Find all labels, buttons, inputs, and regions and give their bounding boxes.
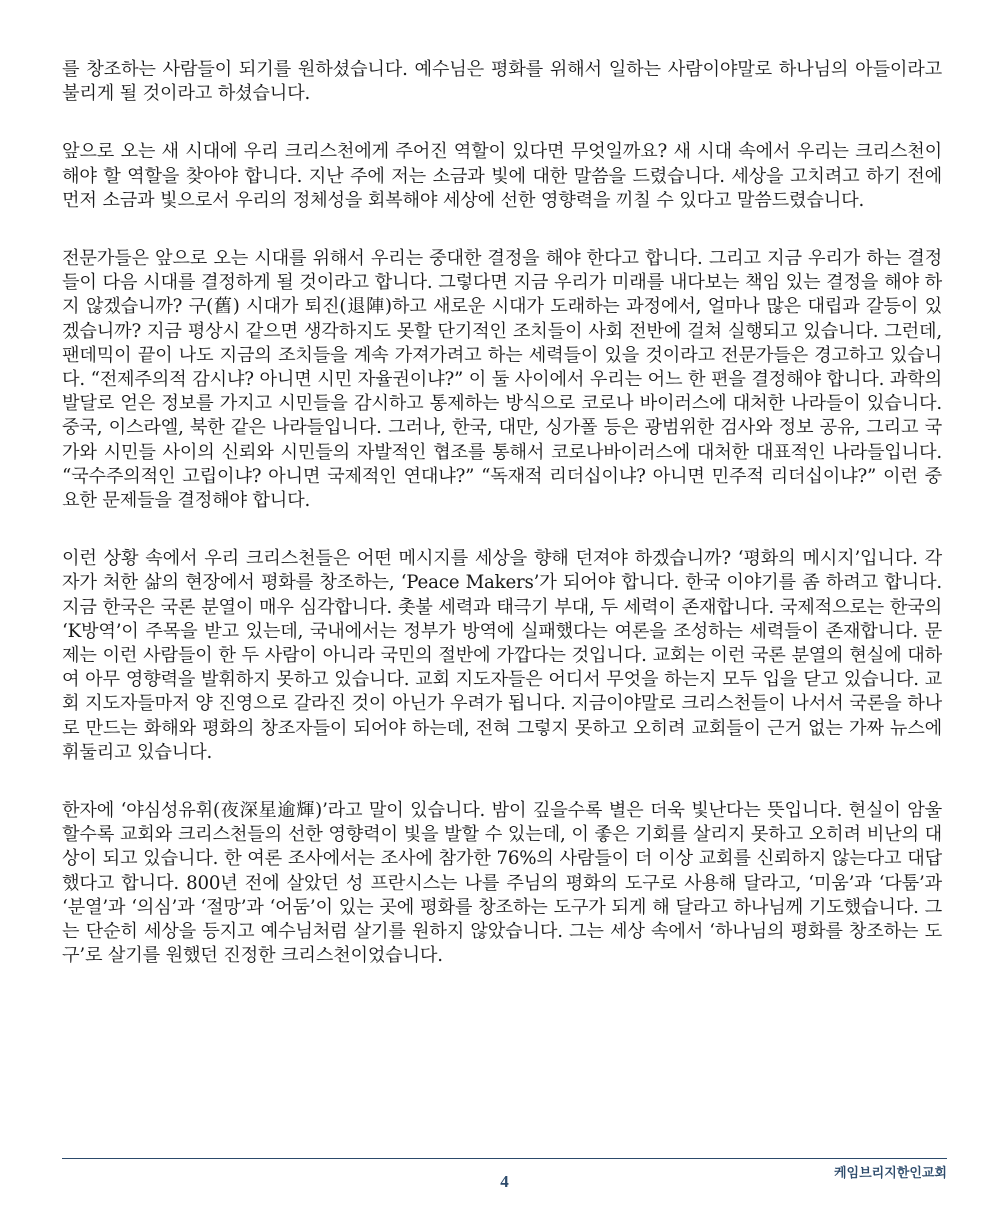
paragraph-3: 전문가들은 앞으로 오는 시대를 위해서 우리는 중대한 결정을 해야 한다고 합니다. 그리고 지금 우리가 하는 결정들이 다음 시대를 결정하게 될 것이라고 합니다. 그렇다면 지금 우리가 미래를 내다보는 책임 있는 결정을 해야 하지 않겠습니까? 구(舊) 시대가 퇴진(退陣)하고 새로운 시대가 도래하는 과정에서, 얼마나 많은 대립과 갈등이 있겠습니까? 지금 평상시 같으면 생각하지도 못할 단기적인 조치들이 사회 전반에 걸쳐 실행되고 있습니다. 그런데, 팬데믹이 끝이 나도 지금의 조치들을 계속 가져가려고 하는 세력들이 있을 것이라고 전문가들은 경고하고 있습니다. “전제주의적 감시냐? 아니면 시민 자율권이냐?” 이 둘 사이에서 우리는 어느 한 편을 결정해야 합니다. 과학의 발달로 얻은 정보를 가지고 시민들을 감시하고 통제하는 방식으로 코로나 바이러스에 대처한 나라들이 있습니다. 중국, 이스라엘, 북한 같은 나라들입니다. 그러나, 한국, 대만, 싱가폴 등은 광범위한 검사와 정보 공유, 그리고 국가와 시민들 사이의 신뢰와 시민들의 자발적인 협조를 통해서 코로나바이러스에 대처한 대표적인 나라들입니다. “국수주의적인 고립이냐? 아니면 국제적인 연대냐?” “독재적 리더십이냐? 아니면 민주적 리더십이냐?” 이런 중요한 문제들을 결정해야 합니다. (62, 248, 942, 512)
page-number: 4 (500, 1172, 509, 1191)
footer-divider (62, 1158, 947, 1159)
paragraph-4: 이런 상황 속에서 우리 크리스천들은 어떤 메시지를 세상을 향해 던져야 하겠습니까? ‘평화의 메시지’입니다. 각자가 처한 삶의 현장에서 평화를 창조하는, ‘Peace Makers’가 되어야 합니다. 한국 이야기를 좀 하려고 합니다. 지금 한국은 국론 분열이 매우 심각합니다. 촛불 세력과 태극기 부대, 두 세력이 존재합니다. 국제적으로는 한국의 ‘K방역’이 주목을 받고 있는데, 국내에서는 정부가 방역에 실패했다는 여론을 조성하는 세력들이 존재합니다. 문제는 이런 사람들이 한 두 사람이 아니라 국민의 절반에 가깝다는 것입니다. 교회는 이런 국론 분열의 현실에 대하여 아무 영향력을 발휘하지 못하고 있습니다. 교회 지도자들은 어디서 무엇을 하는지 모두 입을 닫고 있습니다. 교회 지도자들마저 양 진영으로 갈라진 것이 아닌가 우려가 됩니다. 지금이야말로 크리스천들이 나서서 국론을 하나로 만드는 화해와 평화의 창조자들이 되어야 하는데, 전혀 그렇지 못하고 오히려 교회들이 근거 없는 가짜 뉴스에 휘둘리고 있습니다. (62, 548, 942, 763)
paragraph-1: 를 창조하는 사람들이 되기를 원하셨습니다. 예수님은 평화를 위해서 일하는 사람이야말로 하나님의 아들이라고 불리게 될 것이라고 하셨습니다. (62, 59, 942, 105)
paragraph-5: 한자에 ‘야심성유휘(夜深星逾輝)’라고 말이 있습니다. 밤이 깊을수록 별은 더욱 빛난다는 뜻입니다. 현실이 암울할수록 교회와 크리스천들의 선한 영향력이 빛을 발할 수 있는데, 이 좋은 기회를 살리지 못하고 오히려 비난의 대상이 되고 있습니다. 한 여론 조사에서는 조사에 참가한 76%의 사람들이 더 이상 교회를 신뢰하지 않는다고 대답했다고 합니다. 800년 전에 살았던 성 프란시스는 나를 주님의 평화의 도구로 사용해 달라고, ‘미움’과 ‘다툼’과 ‘분열’과 ‘의심’과 ‘절망’과 ‘어둠’이 있는 곳에 평화를 창조하는 도구가 되게 해 달라고 하나님께 기도했습니다. 그는 단순히 세상을 등지고 예수님처럼 살기를 원하지 않았습니다. 그는 세상 속에서 ‘하나님의 평화를 창조하는 도구’로 살기를 원했던 진정한 크리스천이었습니다. (62, 800, 942, 967)
paragraph-2: 앞으로 오는 새 시대에 우리 크리스천에게 주어진 역할이 있다면 무엇일까요? 새 시대 속에서 우리는 크리스천이 해야 할 역할을 찾아야 합니다. 지난 주에 저는 소금과 빛에 대한 말씀을 드렸습니다. 세상을 고치려고 하기 전에 먼저 소금과 빛으로서 우리의 정체성을 회복해야 세상에 선한 영향력을 끼칠 수 있다고 말씀드렸습니다. (62, 141, 942, 211)
document-body (62, 58, 942, 1003)
church-name: 케임브리지한인교회 (833, 1166, 947, 1181)
page-footer (62, 1158, 947, 1191)
